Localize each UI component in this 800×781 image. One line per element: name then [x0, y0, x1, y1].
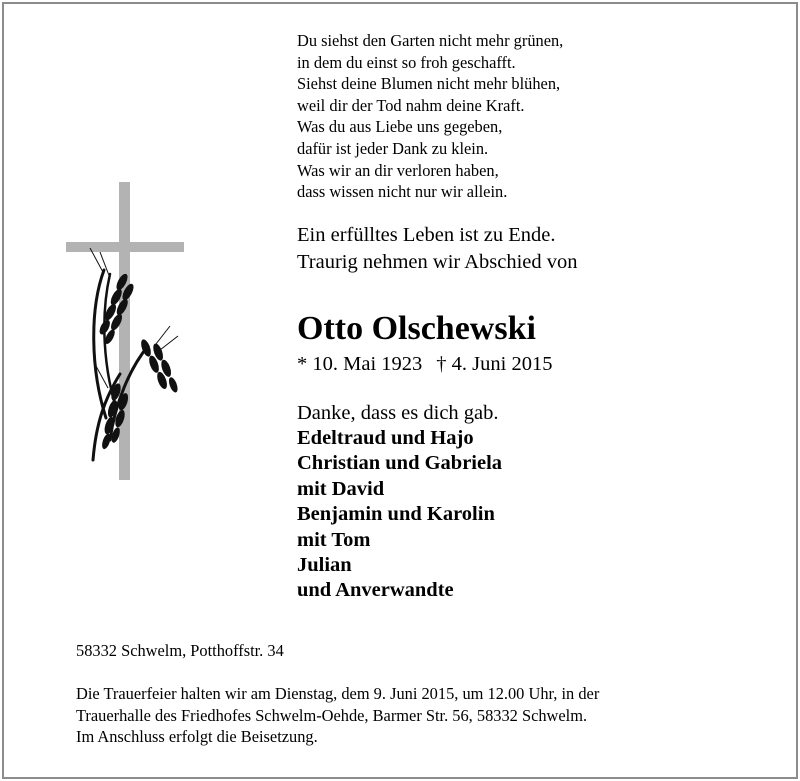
- poem-line: Du siehst den Garten nicht mehr grünen,: [297, 31, 564, 50]
- cross-vertical-beam: [119, 182, 130, 480]
- poem-line: Was du aus Liebe uns gegeben,: [297, 117, 503, 137]
- poem-line: Was wir an dir verloren haben,: [297, 160, 499, 180]
- family-member: mit Tom: [297, 528, 371, 551]
- cross-with-wheat-icon: [60, 178, 200, 488]
- family-member: Benjamin und Karolin: [297, 503, 495, 526]
- family-member: Christian und Gabriela: [297, 452, 503, 475]
- family-list: [297, 426, 502, 604]
- funeral-info: [76, 683, 599, 748]
- address: 58332 Schwelm, Potthoffstr. 34: [76, 641, 284, 660]
- funeral-line: Die Trauerfeier halten wir am Dienstag, dem 9. Juni 2015, um 12.00 Uhr, in der: [76, 684, 600, 703]
- poem-line: in dem du einst so froh geschafft.: [297, 52, 516, 72]
- family-member: Edeltraud und Hajo: [297, 427, 474, 449]
- thanks-line: Danke, dass es dich gab.: [297, 402, 499, 424]
- birth-date: * 10. Mai 1923: [297, 353, 423, 375]
- intro-line: Ein erfülltes Leben ist zu Ende.: [297, 224, 556, 246]
- deceased-name: Otto Olschewski: [297, 310, 536, 347]
- death-date: † 4. Juni 2015: [436, 353, 553, 375]
- family-member: Julian: [297, 554, 352, 577]
- cross-horizontal-beam: [66, 242, 184, 252]
- funeral-line: Trauerhalle des Friedhofes Schwelm-Oehde, Barmer Str. 56, 58332 Schwelm.: [76, 705, 588, 725]
- intro-line: Traurig nehmen wir Abschied von: [297, 251, 578, 273]
- wheat-ears-icon: [89, 272, 179, 452]
- intro: [297, 222, 717, 276]
- life-dates: [297, 351, 552, 377]
- poem-line: dass wissen nicht nur wir allein.: [297, 182, 508, 202]
- funeral-line: Im Anschluss erfolgt die Beisetzung.: [76, 727, 318, 747]
- family-member: und Anverwandte: [297, 579, 454, 602]
- poem-line: dafür ist jeder Dank zu klein.: [297, 138, 489, 158]
- family-member: mit David: [297, 477, 385, 500]
- poem: [297, 30, 717, 203]
- poem-line: weil dir der Tod nahm deine Kraft.: [297, 95, 525, 115]
- poem-line: Siehst deine Blumen nicht mehr blühen,: [297, 74, 561, 94]
